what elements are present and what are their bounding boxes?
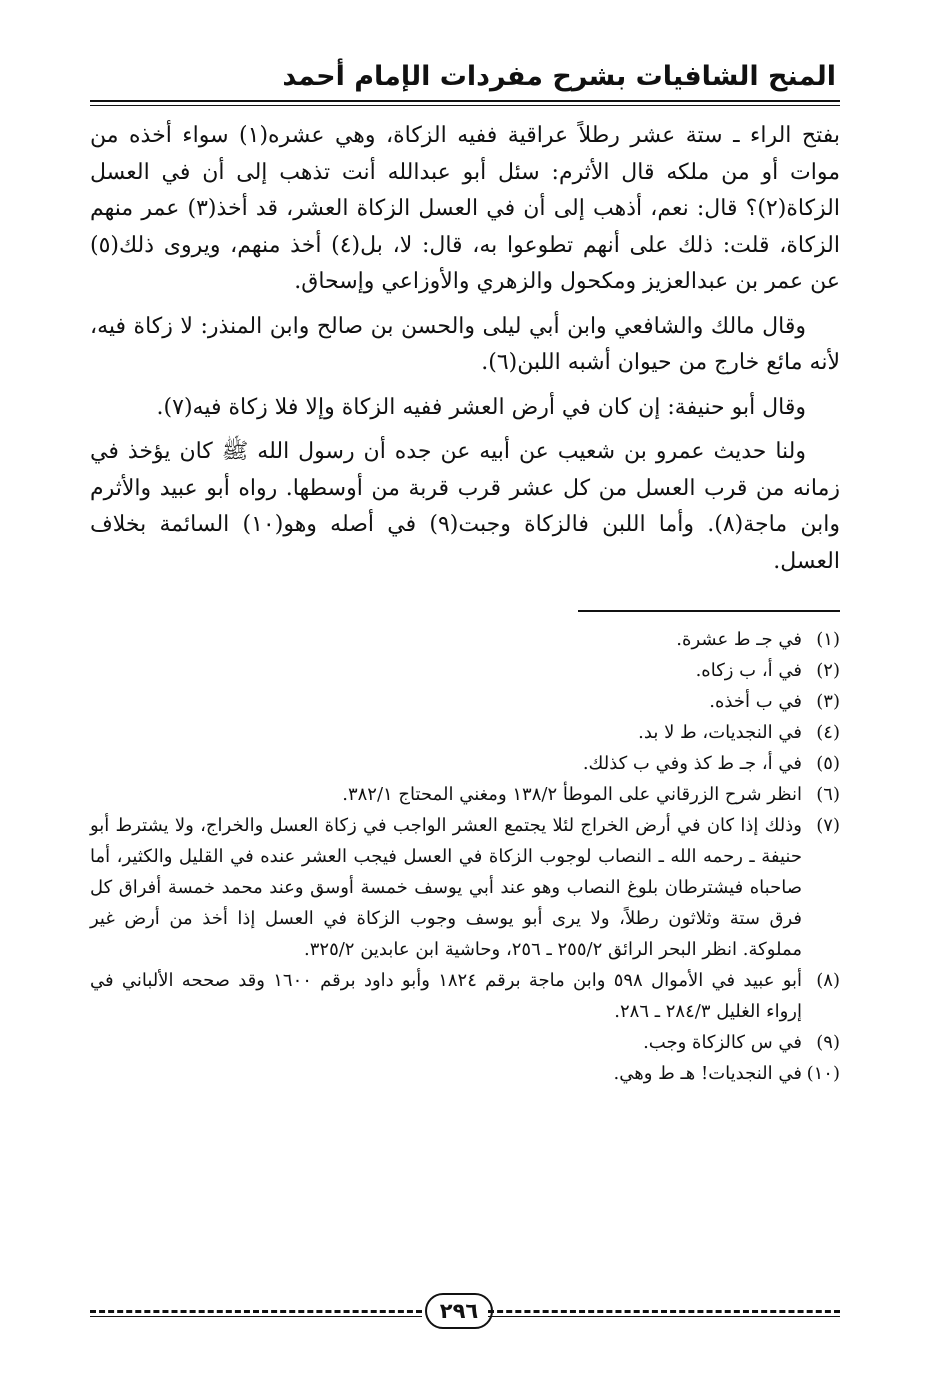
footnote-text: في جـ ط عشرة. bbox=[676, 628, 802, 650]
footer-dashed-rule bbox=[90, 1310, 422, 1313]
header-rule bbox=[90, 100, 840, 102]
footnote-number: (٤) bbox=[816, 721, 840, 743]
footnote-number: (١) bbox=[816, 628, 840, 650]
paragraph: بفتح الراء ـ ستة عشر رطلاً عراقية ففيه الزكاة، وهي عشره(١) سواء أخذه من موات أو من ملكه قال الأثرم: سئل أبو عبدالله أنت تذهب إلى أن في العسل الزكاة(٢)؟ قال: نعم، أذهب إلى أن في العسل الزكاة العشر، قد أخذ(٣) عمر منهم الزكاة، قلت: ذلك على أنهم تطوعوا به، قال: لا، بل(٤) أخذ منهم، ويروى ذلك(٥) عن عمر بن عبدالعزيز ومكحول والزهري والأوزاعي وإسحاق. bbox=[90, 123, 840, 294]
footnote-text: أبو عبيد في الأموال ٥٩٨ وابن ماجة برقم ١٨٢٤ وأبو داود برقم ١٦٠٠ وقد صححه الألباني في إرواء الغليل ٢٨٤/٣ ـ ٢٨٦. bbox=[90, 969, 803, 1022]
running-header-title: المنح الشافيات بشرح مفردات الإمام أحمد bbox=[282, 61, 836, 92]
paragraph: وقال أبو حنيفة: إن كان في أرض العشر ففيه الزكاة وإلا فلا زكاة فيه(٧). bbox=[156, 394, 806, 420]
footer-rule bbox=[488, 1316, 840, 1317]
footnote-separator bbox=[578, 610, 840, 612]
footnote-item bbox=[90, 748, 840, 779]
footnote-text: في أ، ب زكاه. bbox=[695, 659, 802, 681]
footnote-number: (٧) bbox=[816, 814, 840, 836]
main-text bbox=[90, 118, 840, 580]
footnote-text: في أ، جـ ط كذ وفي ب كذلك. bbox=[582, 752, 802, 774]
footnote-number: (٨) bbox=[816, 969, 840, 991]
paragraph: وقال مالك والشافعي وابن أبي ليلى والحسن بن صالح وابن المنذر: لا زكاة فيه، لأنه مائع خارج من حيوان أشبه اللبن(٦). bbox=[90, 313, 840, 375]
footnote-number: (٩) bbox=[816, 1031, 840, 1053]
footnote-item bbox=[90, 655, 840, 686]
page-number: ٢٩٦ bbox=[425, 1293, 493, 1329]
footnote-item bbox=[90, 965, 840, 1027]
footer-dashed-rule bbox=[488, 1310, 840, 1313]
footnote-text: في س كالزكاة وجب. bbox=[643, 1031, 802, 1053]
footnote-number: (٥) bbox=[816, 752, 840, 774]
book-page bbox=[90, 60, 840, 1089]
footer-rule bbox=[90, 1316, 422, 1317]
footnote-item bbox=[90, 1058, 840, 1089]
footnote-item bbox=[90, 717, 840, 748]
footnote-item bbox=[90, 779, 840, 810]
footnote-number: (٦) bbox=[816, 783, 840, 805]
footnote-item bbox=[90, 624, 840, 655]
footnote-number: (٢) bbox=[816, 659, 840, 681]
footnote-item bbox=[90, 1027, 840, 1058]
header-rule-thin bbox=[90, 105, 840, 106]
footnote-text: وذلك إذا كان في أرض الخراج لئلا يجتمع العشر الواجب في زكاة العسل والخراج، ولا يشترط أبو حنيفة ـ رحمه الله ـ النصاب لوجوب الزكاة في العسل فيجب العشر عنده في القليل والكثير، أما صاحباه فيشترطان بلوغ النصاب وهو عند أبي يوسف خمسة أوسق وعند محمد خمسة أفراق كل فرق ستة وثلاثون رطلاً، ولا يرى أبو يوسف وجوب الزكاة في العسل إذا أخذ من أرض غير مملوكة. انظر البحر الرائق ٢٥٥/٢ ـ ٢٥٦، وحاشية ابن عابدين ٣٢٥/٢. bbox=[90, 814, 802, 960]
footnote-text: في النجديات! هـ ط وهي. bbox=[613, 1062, 802, 1084]
footnotes bbox=[90, 624, 840, 1089]
footnote-item bbox=[90, 686, 840, 717]
footnote-text: في النجديات، ط لا بد. bbox=[638, 721, 802, 743]
footnote-number: (٣) bbox=[816, 690, 840, 712]
footnote-number: (١٠) bbox=[806, 1062, 840, 1084]
footnote-text: في ب أخذه. bbox=[709, 690, 802, 712]
footnote-text: انظر شرح الزرقاني على الموطأ ١٣٨/٢ ومغني المحتاج ٣٨٢/١. bbox=[342, 783, 802, 805]
footnote-item bbox=[90, 810, 840, 965]
page-footer bbox=[90, 1290, 840, 1334]
paragraph: ولنا حديث عمرو بن شعيب عن أبيه عن جده أن رسول الله ﷺ كان يؤخذ في زمانه من قرب العسل من كل عشر قرب قربة من أوسطها. رواه أبو عبيد والأثرم وابن ماجة(٨). وأما اللبن فالزكاة وجبت(٩) في أصله وهو(١٠) السائمة بخلاف العسل. bbox=[90, 439, 840, 574]
